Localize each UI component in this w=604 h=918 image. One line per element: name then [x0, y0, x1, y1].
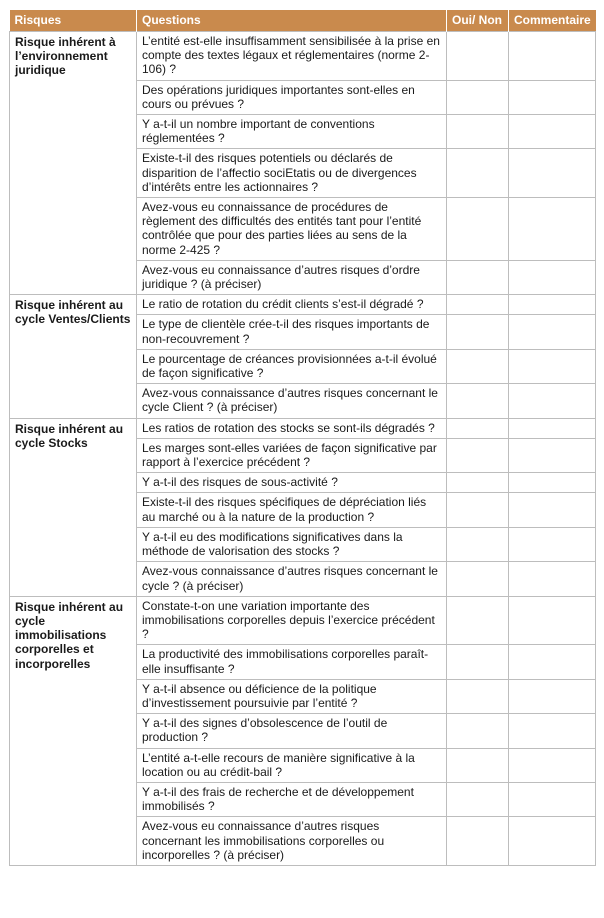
yes-no-cell[interactable]	[447, 438, 509, 472]
question-cell: Existe-t-il des risques potentiels ou déclarés de disparition de l’affectio sociEtatis ou de divergences d’intérêts entre les actionnaires ?	[137, 149, 447, 198]
comment-cell[interactable]	[509, 295, 596, 315]
question-cell: Existe-t-il des risques spécifiques de dépréciation liés au marché ou à la nature de la production ?	[137, 493, 447, 527]
table-header	[10, 10, 596, 32]
yes-no-cell[interactable]	[447, 679, 509, 713]
comment-cell[interactable]	[509, 115, 596, 149]
question-cell: Y a-t-il des signes d’obsolescence de l’outil de production ?	[137, 714, 447, 748]
comment-cell[interactable]	[509, 438, 596, 472]
question-cell: Avez-vous connaissance d’autres risques concernant le cycle ? (à préciser)	[137, 562, 447, 596]
comment-cell[interactable]	[509, 473, 596, 493]
comment-cell[interactable]	[509, 32, 596, 81]
question-cell: Y a-t-il eu des modifications significatives dans la méthode de valorisation des stocks ?	[137, 527, 447, 561]
comment-cell[interactable]	[509, 748, 596, 782]
comment-cell[interactable]	[509, 198, 596, 261]
question-cell: L’entité a-t-elle recours de manière significative à la location ou au crédit-bail ?	[137, 748, 447, 782]
yes-no-cell[interactable]	[447, 384, 509, 418]
yes-no-cell[interactable]	[447, 149, 509, 198]
comment-cell[interactable]	[509, 562, 596, 596]
risk-category: Risque inhérent au cycle Stocks	[10, 418, 137, 596]
question-cell: Des opérations juridiques importantes sont-elles en cours ou prévues ?	[137, 80, 447, 114]
question-cell: Y a-t-il des risques de sous-activité ?	[137, 473, 447, 493]
comment-cell[interactable]	[509, 596, 596, 645]
comment-cell[interactable]	[509, 645, 596, 679]
comment-cell[interactable]	[509, 418, 596, 438]
comment-cell[interactable]	[509, 782, 596, 816]
question-cell: Y a-t-il des frais de recherche et de développement immobilisés ?	[137, 782, 447, 816]
question-cell: Constate-t-on une variation importante des immobilisations corporelles depuis l’exercice précédent ?	[137, 596, 447, 645]
table-row	[10, 596, 596, 645]
comment-cell[interactable]	[509, 384, 596, 418]
question-cell: Avez-vous eu connaissance de procédures de règlement des difficultés des entités tant pour l’entité contrôlée que pour des parties liées au sens de la norme 2-425 ?	[137, 198, 447, 261]
question-cell: Le ratio de rotation du crédit clients s’est-il dégradé ?	[137, 295, 447, 315]
yes-no-cell[interactable]	[447, 473, 509, 493]
question-cell: Le type de clientèle crée-t-il des risques importants de non-recouvrement ?	[137, 315, 447, 349]
yes-no-cell[interactable]	[447, 527, 509, 561]
yes-no-cell[interactable]	[447, 817, 509, 866]
yes-no-cell[interactable]	[447, 349, 509, 383]
comment-cell[interactable]	[509, 527, 596, 561]
risk-category: Risque inhérent au cycle immobilisations corporelles et incorporelles	[10, 596, 137, 865]
comment-cell[interactable]	[509, 493, 596, 527]
comment-cell[interactable]	[509, 260, 596, 294]
yes-no-cell[interactable]	[447, 596, 509, 645]
comment-cell[interactable]	[509, 315, 596, 349]
yes-no-cell[interactable]	[447, 418, 509, 438]
table-row	[10, 32, 596, 81]
header-yes-no: Oui/ Non	[447, 10, 509, 32]
yes-no-cell[interactable]	[447, 115, 509, 149]
question-cell: Les ratios de rotation des stocks se sont-ils dégradés ?	[137, 418, 447, 438]
header-questions: Questions	[137, 10, 447, 32]
comment-cell[interactable]	[509, 817, 596, 866]
table-row	[10, 418, 596, 438]
header-risks: Risques	[10, 10, 137, 32]
question-cell: Avez-vous eu connaissance d’autres risques concernant les immobilisations corporelles ou incorporelles ? (à préciser)	[137, 817, 447, 866]
question-cell: Avez-vous eu connaissance d’autres risques d’ordre juridique ? (à préciser)	[137, 260, 447, 294]
question-cell: Y a-t-il un nombre important de conventions réglementées ?	[137, 115, 447, 149]
risk-questionnaire-table	[9, 10, 596, 866]
yes-no-cell[interactable]	[447, 645, 509, 679]
question-cell: Y a-t-il absence ou déficience de la politique d’investissement poursuivie par l’entité ?	[137, 679, 447, 713]
yes-no-cell[interactable]	[447, 315, 509, 349]
yes-no-cell[interactable]	[447, 80, 509, 114]
risk-category: Risque inhérent à l’environnement juridique	[10, 32, 137, 295]
comment-cell[interactable]	[509, 679, 596, 713]
risk-category: Risque inhérent au cycle Ventes/Clients	[10, 295, 137, 418]
table-row	[10, 295, 596, 315]
yes-no-cell[interactable]	[447, 198, 509, 261]
header-row	[10, 10, 596, 32]
comment-cell[interactable]	[509, 349, 596, 383]
comment-cell[interactable]	[509, 80, 596, 114]
question-cell: L’entité est-elle insuffisamment sensibilisée à la prise en compte des textes légaux et réglementaires (norme 2-106) ?	[137, 32, 447, 81]
question-cell: Les marges sont-elles variées de façon significative par rapport à l’exercice précédent ?	[137, 438, 447, 472]
table-body	[10, 32, 596, 866]
yes-no-cell[interactable]	[447, 260, 509, 294]
comment-cell[interactable]	[509, 714, 596, 748]
question-cell: Avez-vous connaissance d’autres risques concernant le cycle Client ? (à préciser)	[137, 384, 447, 418]
comment-cell[interactable]	[509, 149, 596, 198]
header-comment: Commentaire	[509, 10, 596, 32]
question-cell: Le pourcentage de créances provisionnées a-t-il évolué de façon significative ?	[137, 349, 447, 383]
yes-no-cell[interactable]	[447, 562, 509, 596]
yes-no-cell[interactable]	[447, 32, 509, 81]
yes-no-cell[interactable]	[447, 295, 509, 315]
yes-no-cell[interactable]	[447, 748, 509, 782]
question-cell: La productivité des immobilisations corporelles paraît-elle insuffisante ?	[137, 645, 447, 679]
yes-no-cell[interactable]	[447, 782, 509, 816]
yes-no-cell[interactable]	[447, 493, 509, 527]
yes-no-cell[interactable]	[447, 714, 509, 748]
